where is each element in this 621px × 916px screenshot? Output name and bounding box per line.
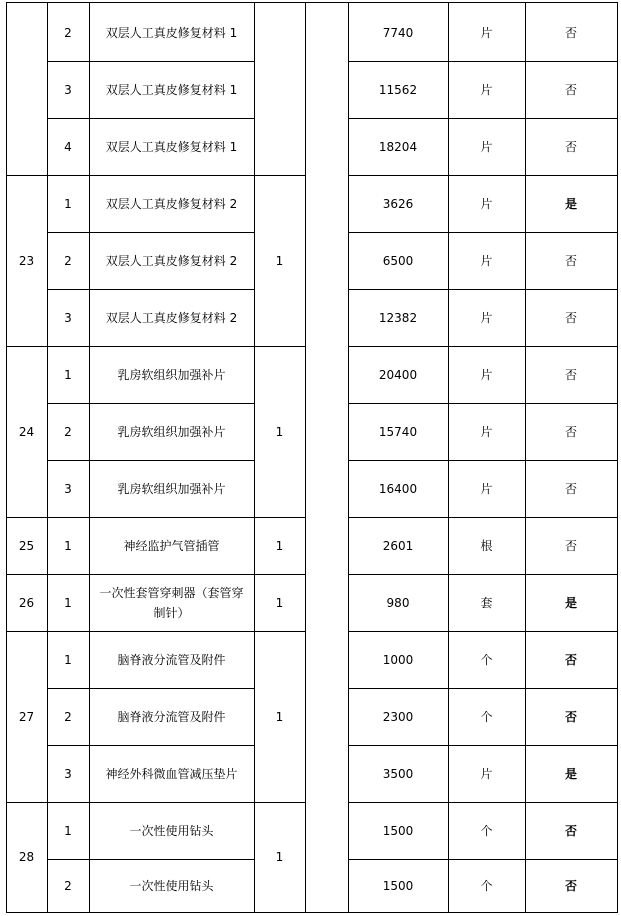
group-number-cell — [6, 517, 47, 574]
price-cell-text: 18204 — [378, 139, 418, 154]
flag-cell — [525, 175, 617, 232]
product-name-cell — [89, 346, 254, 403]
sub-number-cell — [47, 517, 89, 574]
price-cell — [348, 517, 448, 574]
sub-number-cell-text: 2 — [64, 424, 72, 439]
sub-number-cell-text: 3 — [64, 310, 72, 325]
unit-cell-text: 片 — [480, 196, 493, 211]
quantity-cell — [254, 2, 305, 175]
product-name-cell — [89, 175, 254, 232]
product-name-cell-text: 一次性使用钻头 — [129, 878, 214, 893]
quantity-cell-text: 1 — [275, 253, 284, 268]
price-cell — [348, 859, 448, 912]
product-name-cell — [89, 859, 254, 912]
unit-cell — [448, 289, 525, 346]
unit-cell-text: 片 — [480, 367, 493, 382]
unit-cell — [448, 631, 525, 688]
flag-cell-text: 否 — [564, 538, 577, 553]
quantity-cell — [254, 517, 305, 574]
flag-cell-text: 否 — [564, 139, 577, 154]
unit-cell — [448, 61, 525, 118]
product-name-cell-text: 双层人工真皮修复材料 1 — [105, 25, 238, 40]
product-name-cell — [89, 118, 254, 175]
sub-number-cell-text: 1 — [64, 367, 72, 382]
unit-cell — [448, 232, 525, 289]
price-cell — [348, 460, 448, 517]
product-name-cell — [89, 61, 254, 118]
sub-number-cell — [47, 802, 89, 859]
product-name-cell — [89, 460, 254, 517]
unit-cell — [448, 688, 525, 745]
price-cell-text: 16400 — [378, 481, 418, 496]
unit-cell-text: 个 — [480, 823, 493, 838]
product-name-cell — [89, 631, 254, 688]
sub-number-cell — [47, 688, 89, 745]
product-name-cell-text: 双层人工真皮修复材料 2 — [105, 253, 238, 268]
flag-cell-text: 否 — [564, 652, 577, 667]
product-name-cell — [89, 403, 254, 460]
sub-number-cell — [47, 118, 89, 175]
product-name-cell-text: 双层人工真皮修复材料 2 — [105, 196, 238, 211]
table-bottom-border — [6, 912, 618, 913]
unit-cell-text: 片 — [480, 766, 493, 781]
unit-cell — [448, 118, 525, 175]
flag-cell-text: 否 — [564, 310, 577, 325]
flag-cell-text: 否 — [564, 878, 577, 893]
price-cell — [348, 802, 448, 859]
group-number-cell-text: 23 — [18, 253, 35, 268]
price-cell — [348, 175, 448, 232]
sub-number-cell — [47, 4, 89, 61]
sub-number-cell-text: 2 — [64, 709, 72, 724]
price-cell — [348, 631, 448, 688]
flag-cell — [525, 4, 617, 61]
sub-number-cell-text: 1 — [64, 196, 72, 211]
unit-cell — [448, 859, 525, 912]
quantity-cell-text: 1 — [275, 424, 284, 439]
flag-cell-text: 否 — [564, 367, 577, 382]
price-cell — [348, 289, 448, 346]
unit-cell-text: 片 — [480, 139, 493, 154]
product-name-cell — [89, 4, 254, 61]
flag-cell-text: 是 — [564, 766, 577, 781]
quantity-cell — [254, 631, 305, 802]
price-cell-text: 1500 — [382, 878, 414, 893]
quantity-cell — [254, 574, 305, 631]
price-cell — [348, 403, 448, 460]
flag-cell — [525, 403, 617, 460]
product-name-cell — [89, 232, 254, 289]
flag-cell — [525, 346, 617, 403]
price-cell-text: 2300 — [382, 709, 414, 724]
product-name-cell-text: 乳房软组织加强补片 — [117, 481, 226, 496]
group-number-cell — [6, 175, 47, 346]
price-cell-text: 1500 — [382, 823, 414, 838]
unit-cell-text: 个 — [480, 709, 493, 724]
unit-cell-text: 片 — [480, 310, 493, 325]
group-number-cell — [6, 574, 47, 631]
flag-cell — [525, 460, 617, 517]
sub-number-cell — [47, 631, 89, 688]
flag-cell-text: 否 — [564, 481, 577, 496]
product-name-cell — [89, 688, 254, 745]
flag-cell-text: 否 — [564, 823, 577, 838]
price-cell-text: 1000 — [382, 652, 414, 667]
unit-cell — [448, 802, 525, 859]
sub-number-cell — [47, 346, 89, 403]
price-cell — [348, 232, 448, 289]
quantity-cell-text: 1 — [275, 709, 284, 724]
flag-cell — [525, 289, 617, 346]
sub-number-cell — [47, 61, 89, 118]
sub-number-cell-text: 3 — [64, 82, 72, 97]
flag-cell — [525, 118, 617, 175]
price-cell-text: 12382 — [378, 310, 418, 325]
price-cell-text: 11562 — [378, 82, 418, 97]
sub-number-cell — [47, 574, 89, 631]
flag-cell-text: 否 — [564, 424, 577, 439]
quantity-cell-text: 1 — [275, 850, 284, 864]
sub-number-cell — [47, 232, 89, 289]
product-name-cell-text: 脑脊液分流管及附件 — [117, 709, 226, 724]
sub-number-cell-text: 2 — [64, 25, 72, 40]
flag-cell-text: 是 — [564, 196, 577, 211]
quantity-cell — [254, 346, 305, 517]
group-number-cell-text: 25 — [18, 538, 35, 553]
quantity-cell-text: 1 — [275, 538, 284, 553]
sub-number-cell-text: 1 — [64, 652, 72, 667]
group-number-cell-text: 26 — [18, 595, 35, 610]
flag-cell — [525, 745, 617, 802]
flag-cell-text: 否 — [564, 82, 577, 97]
group-number-cell-text: 24 — [18, 424, 35, 439]
product-name-cell — [89, 574, 254, 631]
flag-cell — [525, 517, 617, 574]
product-name-cell-text: 乳房软组织加强补片 — [117, 424, 226, 439]
unit-cell-text: 个 — [480, 878, 493, 893]
price-cell-text: 2601 — [382, 538, 414, 553]
sub-number-cell — [47, 175, 89, 232]
sub-number-cell — [47, 460, 89, 517]
price-cell — [348, 745, 448, 802]
unit-cell-text: 根 — [480, 538, 493, 553]
group-number-cell — [6, 346, 47, 517]
price-cell-text: 6500 — [382, 253, 414, 268]
unit-cell — [448, 460, 525, 517]
flag-cell-text: 是 — [564, 595, 577, 610]
flag-cell-text: 否 — [564, 253, 577, 268]
unit-cell-text: 片 — [480, 424, 493, 439]
price-cell — [348, 574, 448, 631]
unit-cell-text: 片 — [480, 481, 493, 496]
unit-cell — [448, 346, 525, 403]
group-number-cell-text: 27 — [18, 709, 35, 724]
price-cell — [348, 688, 448, 745]
flag-cell — [525, 232, 617, 289]
product-name-cell-text: 脑脊液分流管及附件 — [117, 652, 226, 667]
price-cell — [348, 4, 448, 61]
sub-number-cell-text: 3 — [64, 481, 72, 496]
unit-cell — [448, 745, 525, 802]
product-name-cell-text: 神经外科微血管减压垫片 — [105, 766, 238, 781]
quantity-cell — [254, 175, 305, 346]
price-cell — [348, 61, 448, 118]
price-cell-text: 20400 — [378, 367, 418, 382]
product-name-cell-text: 双层人工真皮修复材料 2 — [105, 310, 238, 325]
flag-cell-text: 否 — [564, 25, 577, 40]
sub-number-cell — [47, 289, 89, 346]
flag-cell — [525, 61, 617, 118]
unit-cell-text: 片 — [480, 253, 493, 268]
product-name-cell — [89, 802, 254, 859]
unit-cell — [448, 4, 525, 61]
sub-number-cell-text: 2 — [64, 878, 72, 893]
unit-cell — [448, 403, 525, 460]
product-name-cell-text: 双层人工真皮修复材料 1 — [105, 82, 238, 97]
price-cell-text: 15740 — [378, 424, 418, 439]
flag-cell — [525, 859, 617, 912]
unit-cell-text: 片 — [480, 82, 493, 97]
table-right-border — [617, 2, 618, 912]
sub-number-cell-text: 3 — [64, 766, 72, 781]
product-name-cell — [89, 289, 254, 346]
product-name-cell-text: 双层人工真皮修复材料 1 — [105, 139, 238, 154]
product-name-cell — [89, 517, 254, 574]
unit-cell — [448, 574, 525, 631]
unit-cell-text: 片 — [480, 25, 493, 40]
group-number-cell — [6, 802, 47, 912]
product-name-cell — [89, 745, 254, 802]
unit-cell — [448, 517, 525, 574]
flag-cell-text: 否 — [564, 709, 577, 724]
group-number-cell — [6, 2, 47, 175]
unit-cell — [448, 175, 525, 232]
unit-cell-text: 个 — [480, 652, 493, 667]
price-cell-text: 980 — [386, 595, 410, 610]
sub-number-cell-text: 1 — [64, 595, 72, 610]
product-name-cell-text: 一次性套管穿刺器（套管穿制针） — [99, 585, 244, 620]
flag-cell — [525, 688, 617, 745]
price-cell-text: 7740 — [382, 25, 414, 40]
flag-cell — [525, 631, 617, 688]
sub-number-cell-text: 2 — [64, 253, 72, 268]
group-number-cell-text: 28 — [18, 850, 35, 864]
flag-cell — [525, 802, 617, 859]
sub-number-cell-text: 4 — [64, 139, 72, 154]
flag-cell — [525, 574, 617, 631]
price-cell — [348, 118, 448, 175]
price-cell — [348, 346, 448, 403]
price-cell-text: 3626 — [382, 196, 414, 211]
quantity-cell-text: 1 — [275, 595, 284, 610]
unit-cell-text: 套 — [480, 595, 493, 610]
sub-number-cell — [47, 859, 89, 912]
product-name-cell-text: 一次性使用钻头 — [129, 823, 214, 838]
sub-number-cell — [47, 403, 89, 460]
product-name-cell-text: 神经监护气管插管 — [123, 538, 220, 553]
sub-number-cell-text: 1 — [64, 823, 72, 838]
quantity-cell — [254, 802, 305, 912]
group-number-cell — [6, 631, 47, 802]
column-divider — [305, 2, 306, 912]
price-cell-text: 3500 — [382, 766, 414, 781]
sub-number-cell — [47, 745, 89, 802]
sub-number-cell-text: 1 — [64, 538, 72, 553]
product-name-cell-text: 乳房软组织加强补片 — [117, 367, 226, 382]
